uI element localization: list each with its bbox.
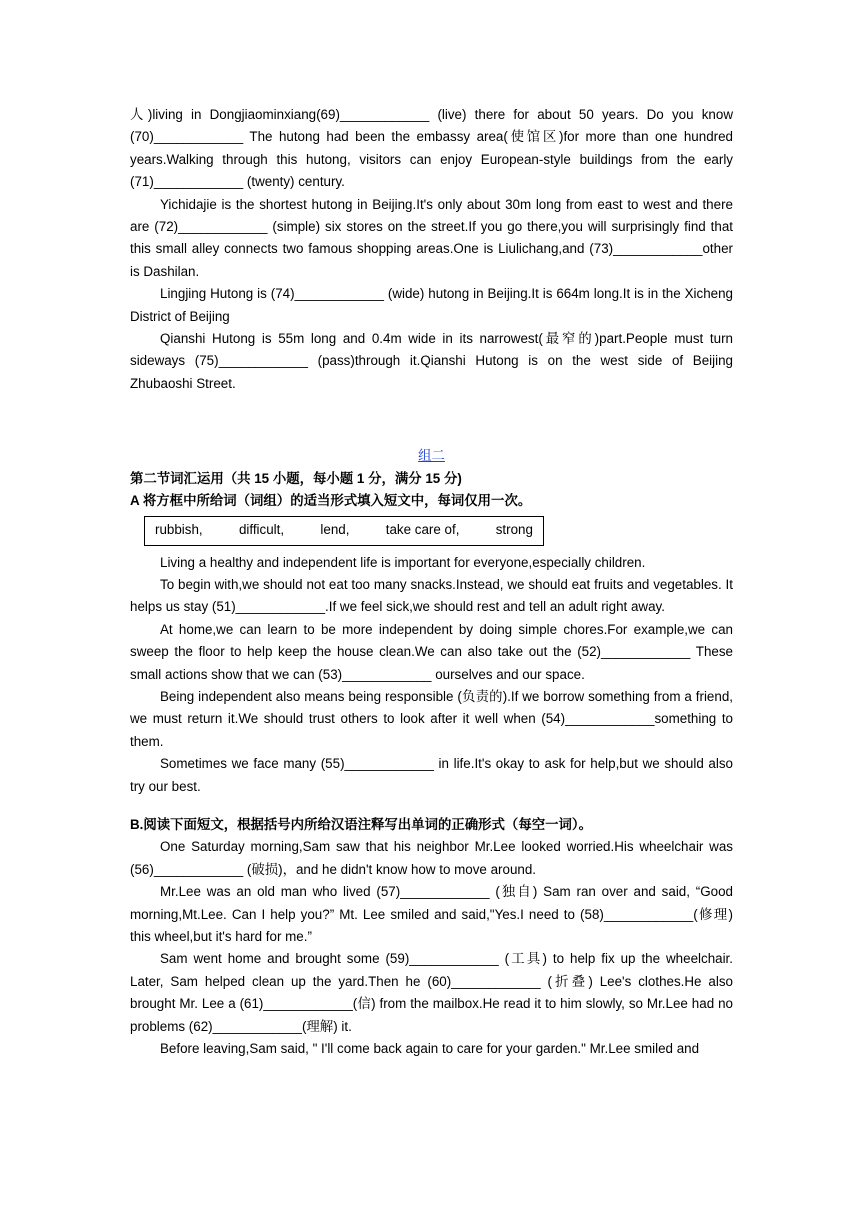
paragraph: Being independent also means being responsible (负责的).If we borrow something from a friend, we must return it.We should trust others to look after it well when (54)____________something to them. — [130, 688, 733, 749]
paragraph: 人)living in Dongjiaominxiang(69)____________ (live) there for about 50 years. Do you know (70)____________ The hutong had been the embassy area(使馆区)for more than one hundred years.Walking through this hutong, visitors can enjoy European-style buildings from the early (71)____________ (twenty) century. — [130, 107, 733, 190]
word-box-item: rubbish, — [155, 522, 203, 538]
paragraph: Yichidajie is the shortest hutong in Beijing.It's only about 30m long from east to west and there are (72)____________ (simple) six stores on the street.If you go there,you will surprisingly find that this small alley connects two famous shopping areas.One is Liulichang,and (73)____________other is Dashilan. — [130, 196, 733, 279]
word-box-item: lend, — [320, 522, 350, 538]
paragraph: Lingjing Hutong is (74)____________ (wide) hutong in Beijing.It is 664m long.It is in the Xicheng District of Beijing — [130, 286, 733, 324]
section-title: 第二节词汇运用（共 15 小题，每小题 1 分，满分 15 分) — [130, 470, 462, 486]
paragraph: Before leaving,Sam said, " I'll come back again to care for your garden." Mr.Lee smiled and — [160, 1041, 700, 1057]
word-box-item: difficult, — [238, 522, 285, 538]
paragraph: Living a healthy and independent life is important for everyone,especially children. — [160, 554, 646, 570]
paragraph: Qianshi Hutong is 55m long and 0.4m wide in its narrowest(最窄的)part.People must turn sideways (75)____________ (pass)through it.Qianshi Hutong is on the west side of Beijing Zhubaoshi Street. — [130, 331, 733, 391]
part-b-instruction: B.阅读下面短文，根据括号内所给汉语注释写出单词的正确形式（每空一词）。 — [130, 816, 592, 832]
paragraph: Sam went home and brought some (59)____________ (工具) to help fix up the wheelchair. Later, Sam helped clean up the yard.Then he (60)____________ (折叠) Lee's clothes.He also brought Mr. Lee a (61)____________(信) from the mailbox.He read it to him slowly, so Mr.Lee had no problems (62)____________(理解) it. — [130, 951, 733, 1034]
paragraph: Mr.Lee was an old man who lived (57)____________ (独自) Sam ran over and said, “Good morning,Mt.Lee. Can I help you?” Mt. Lee smiled and said,"Yes.I need to (58)____________(修理) this wheel,but it's hard for me.” — [130, 884, 733, 944]
part-a-instruction: A 将方框中所给词（词组）的适当形式填入短文中，每词仅用一次。 — [130, 493, 532, 509]
spacer — [130, 798, 733, 814]
paragraph: At home,we can learn to be more independent by doing simple chores.For example,we can sweep the floor to help keep the house clean.We can also take out the (52)____________ These small actions show that we can (53)____________ ourselves and our space. — [130, 621, 733, 682]
paragraph: Sometimes we face many (55)____________ in life.It's okay to ask for help,but we should also try our best. — [130, 756, 733, 794]
word-box — [144, 516, 544, 546]
group-link[interactable]: 组二 — [418, 448, 445, 464]
paragraph: One Saturday morning,Sam saw that his neighbor Mr.Lee looked worried.His wheelchair was (56)____________ (破损)，and he didn't know how to move around. — [130, 839, 733, 877]
word-box-item: take care of, — [385, 522, 460, 538]
spacer — [130, 395, 733, 445]
document-page — [130, 104, 733, 1060]
paragraph: To begin with,we should not eat too many snacks.Instead, we should eat fruits and vegetables. It helps us stay (51)____________.If we feel sick,we should rest and tell an adult right away. — [130, 576, 733, 615]
word-box-item: strong — [495, 522, 533, 538]
